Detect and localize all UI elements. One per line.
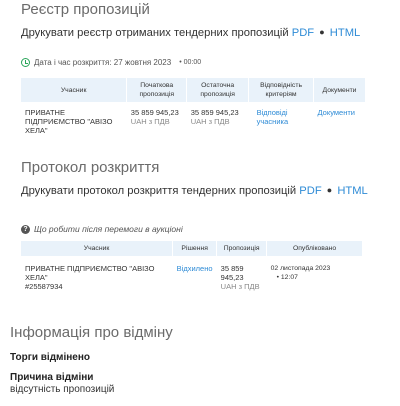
col-decision: Рішення — [173, 241, 217, 256]
register-pdf-link[interactable]: PDF — [291, 27, 315, 39]
cancellation-reason-label: Причина відміни — [10, 372, 94, 383]
register-html-link[interactable]: HTML — [329, 27, 361, 39]
protocol-html-link[interactable]: HTML — [337, 185, 368, 197]
question-icon: ? — [21, 225, 30, 234]
help-link[interactable] — [21, 224, 183, 234]
col-offer: Пропозиція — [217, 241, 267, 256]
clock-icon — [21, 58, 30, 67]
opening-date-time: • 00:00 — [179, 59, 202, 66]
protocol-table-header — [21, 241, 363, 256]
opening-date-label: Дата і час розкриття: 27 жовтня 2023 — [34, 58, 172, 67]
cancellation-status: Торги відмінено — [10, 352, 90, 363]
participant-name: ПРИВАТНЕ ПІДПРИЄМСТВО "АВІЗО ХЕЛА" — [25, 108, 113, 135]
documents-cell — [314, 102, 366, 141]
help-text[interactable]: Що робити після перемоги в аукціоні — [34, 224, 183, 234]
final-note: UAH з ПДВ — [190, 117, 230, 126]
col-criteria: Відповідність критеріям — [249, 78, 314, 102]
table-row — [21, 256, 363, 297]
register-table-header — [21, 78, 366, 102]
col-documents: Документи — [314, 78, 366, 102]
published-time: • 12:07 — [276, 274, 298, 281]
participant-id: #25587934 — [25, 282, 63, 291]
protocol-table — [21, 241, 363, 297]
criteria-cell — [249, 102, 314, 141]
register-title: Реєстр пропозицій — [21, 1, 150, 18]
initial-note: UAH з ПДВ — [130, 117, 170, 126]
register-print-text: Друкувати реєстр отриманих тендерних пропозицій — [21, 27, 289, 39]
participant-name: ПРИВАТНЕ ПІДПРИЄМСТВО "АВІЗО ХЕЛА" — [25, 264, 155, 282]
protocol-title: Протокол розкриття — [21, 159, 160, 176]
table-row — [21, 102, 366, 141]
decision-cell — [173, 256, 217, 297]
col-published: Опубліковано — [267, 241, 363, 256]
participant-cell — [21, 256, 173, 297]
protocol-print-text: Друкувати протокол розкриття тендерних пропозицій — [21, 185, 297, 197]
register-print-line — [21, 27, 360, 39]
documents-link[interactable]: Документи — [317, 108, 355, 117]
separator-dot: ● — [319, 27, 325, 37]
participant-answers-link[interactable]: Відповіді учасника — [256, 108, 289, 126]
col-initial-offer: Початкова пропозиція — [127, 78, 187, 102]
offer-note: UAH з ПДВ — [220, 282, 260, 291]
decision-link[interactable]: Відхилено — [176, 264, 213, 273]
separator-dot: ● — [326, 185, 333, 195]
register-table — [21, 78, 366, 141]
published-cell — [267, 256, 363, 297]
final-amount: 35 859 945,23 — [190, 108, 239, 117]
offer-cell — [217, 256, 267, 297]
cancellation-title: Інформація про відміну — [10, 324, 173, 341]
published-date: 02 листопада 2023 — [270, 265, 331, 272]
col-participant: Учасник — [21, 241, 173, 256]
final-offer-cell — [187, 102, 249, 141]
offer-amount: 35 859 945,23 — [220, 264, 244, 282]
cancellation-reason-value: відсутність пропозицій — [10, 384, 115, 395]
protocol-print-line — [21, 185, 368, 197]
col-participant: Учасник — [21, 78, 127, 102]
protocol-pdf-link[interactable]: PDF — [299, 185, 322, 197]
opening-date — [21, 58, 201, 67]
initial-offer-cell — [127, 102, 187, 141]
col-final-offer: Остаточна пропозиція — [187, 78, 249, 102]
initial-amount: 35 859 945,23 — [130, 108, 179, 117]
